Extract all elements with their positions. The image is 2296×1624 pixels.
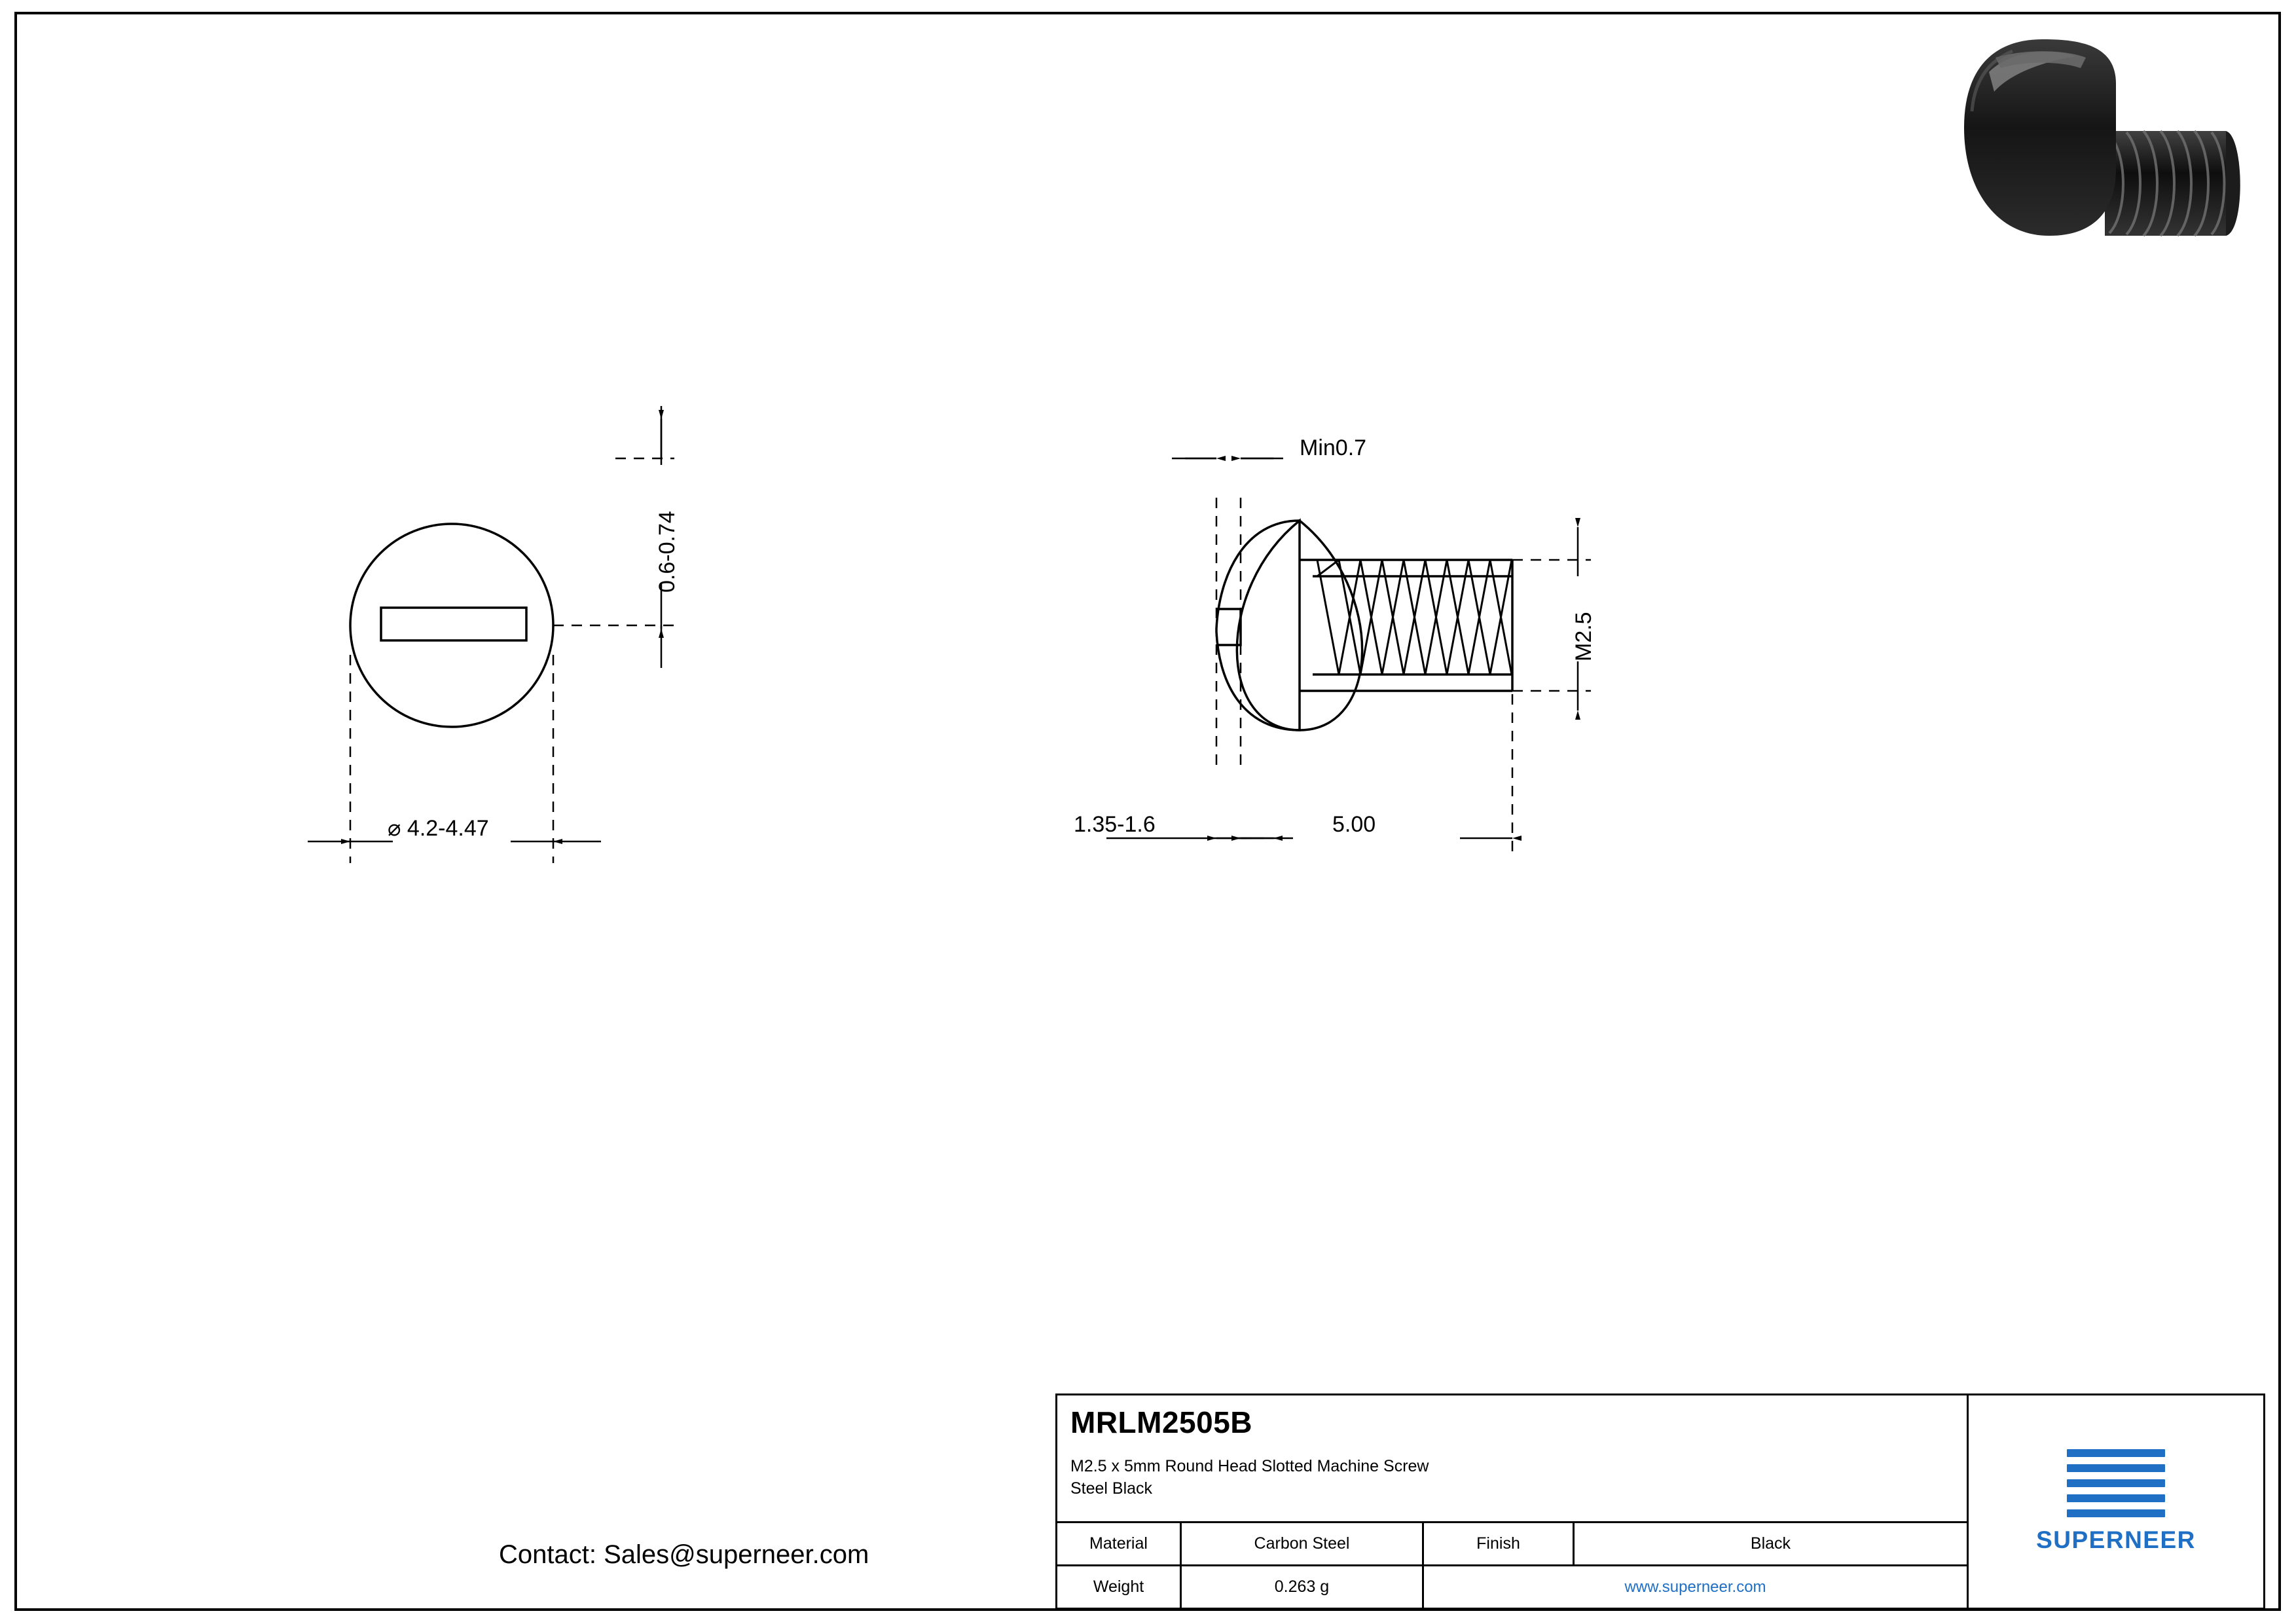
description-line-1: M2.5 x 5mm Round Head Slotted Machine Screw	[1070, 1457, 1429, 1475]
brand-block	[1969, 1395, 2263, 1608]
spec-table	[1057, 1521, 1967, 1608]
side-slot-width-dimension	[1172, 458, 1283, 773]
dim-head-height-side-view: 1.35-1.6	[1074, 812, 1156, 837]
dim-head-diameter: ⌀ 4.2-4.47	[388, 816, 489, 841]
part-description	[1057, 1452, 1967, 1521]
title-block	[1055, 1393, 2265, 1610]
dim-slot-width: Min0.7	[1300, 435, 1367, 460]
slot-rect	[381, 608, 526, 640]
dim-thread-length: 5.00	[1332, 812, 1376, 837]
brand-name: SUPERNEER	[2036, 1526, 2196, 1553]
side-view	[1216, 521, 1512, 730]
superneer-logo-icon	[2067, 1449, 2165, 1517]
material-label: Material	[1057, 1523, 1182, 1564]
material-value: Carbon Steel	[1182, 1523, 1424, 1564]
head-left-profile	[1237, 521, 1300, 730]
website-link[interactable]: www.superneer.com	[1624, 1578, 1766, 1596]
finish-value: Black	[1750, 1534, 1791, 1553]
contact-text: Contact: Sales@superneer.com	[499, 1540, 869, 1569]
side-thread-length-dimension	[1241, 694, 1512, 851]
title-block-left	[1057, 1395, 1969, 1608]
weight-label: Weight	[1057, 1566, 1182, 1608]
spec-row-material	[1057, 1523, 1967, 1566]
product-3d-thumbnail	[1964, 39, 2240, 236]
dim-head-height-top-view: 0.6-0.74	[655, 511, 680, 593]
head-right-profile	[1300, 521, 1362, 730]
weight-value: 0.263 g	[1182, 1566, 1424, 1608]
spec-row-weight	[1057, 1566, 1967, 1608]
part-number: MRLM2505B	[1070, 1405, 1253, 1439]
dim-thread-size: M2.5	[1571, 612, 1596, 661]
finish-label: Finish	[1424, 1523, 1575, 1564]
description-line-2: Steel Black	[1070, 1479, 1153, 1498]
head-dome-outline	[1216, 521, 1300, 730]
top-view	[350, 524, 553, 727]
